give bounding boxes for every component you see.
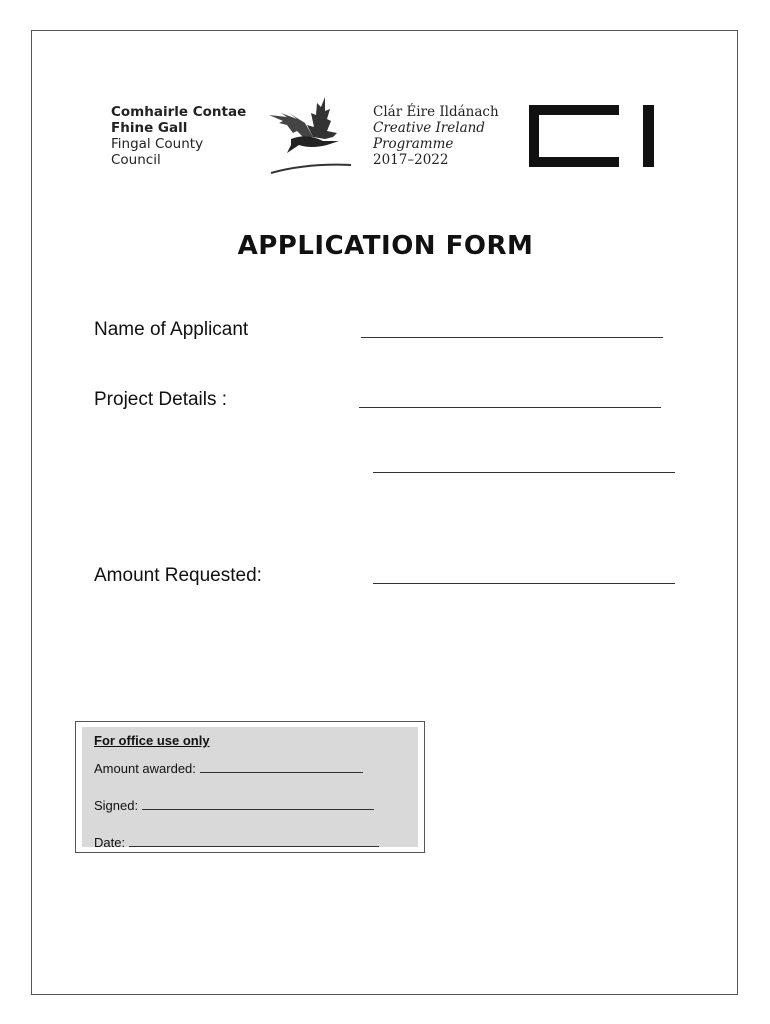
project-details-field-2[interactable] — [373, 472, 675, 473]
date-label: Date: — [94, 835, 126, 850]
project-details-field-1[interactable] — [359, 407, 661, 408]
bird-emblem-icon — [267, 93, 355, 177]
date-field[interactable] — [129, 835, 379, 847]
amount-awarded-row — [94, 761, 363, 776]
ci-logo-icon — [529, 105, 655, 167]
project-details-label: Project Details : — [94, 389, 228, 410]
name-of-applicant-field[interactable] — [361, 337, 663, 338]
date-row — [94, 835, 379, 850]
amount-requested-field[interactable] — [373, 583, 675, 584]
signed-row — [94, 798, 374, 813]
amount-requested-label: Amount Requested: — [94, 565, 262, 586]
amount-awarded-field[interactable] — [200, 761, 363, 773]
fingal-logo-line2: Fhine Gall — [111, 120, 188, 136]
amount-awarded-label: Amount awarded: — [94, 761, 196, 776]
creative-ireland-line2: Creative Ireland — [373, 120, 485, 136]
signed-label: Signed: — [94, 798, 139, 813]
page-title: APPLICATION FORM — [237, 231, 534, 261]
fingal-logo-line4: Council — [111, 152, 161, 168]
creative-ireland-line1: Clár Éire Ildánach — [373, 104, 499, 120]
name-of-applicant-label: Name of Applicant — [94, 319, 249, 340]
creative-ireland-line3: Programme — [373, 136, 454, 152]
office-use-panel — [82, 727, 418, 850]
office-use-box — [75, 721, 425, 853]
creative-ireland-line4: 2017–2022 — [373, 152, 449, 168]
fingal-logo-line1: Comhairle Contae — [111, 104, 247, 120]
fingal-logo-text — [111, 104, 246, 168]
signed-field[interactable] — [142, 798, 374, 810]
form-page — [31, 30, 738, 995]
office-use-title: For office use only — [94, 733, 210, 748]
fingal-logo-line3: Fingal County — [111, 136, 204, 152]
creative-ireland-text — [373, 104, 499, 168]
